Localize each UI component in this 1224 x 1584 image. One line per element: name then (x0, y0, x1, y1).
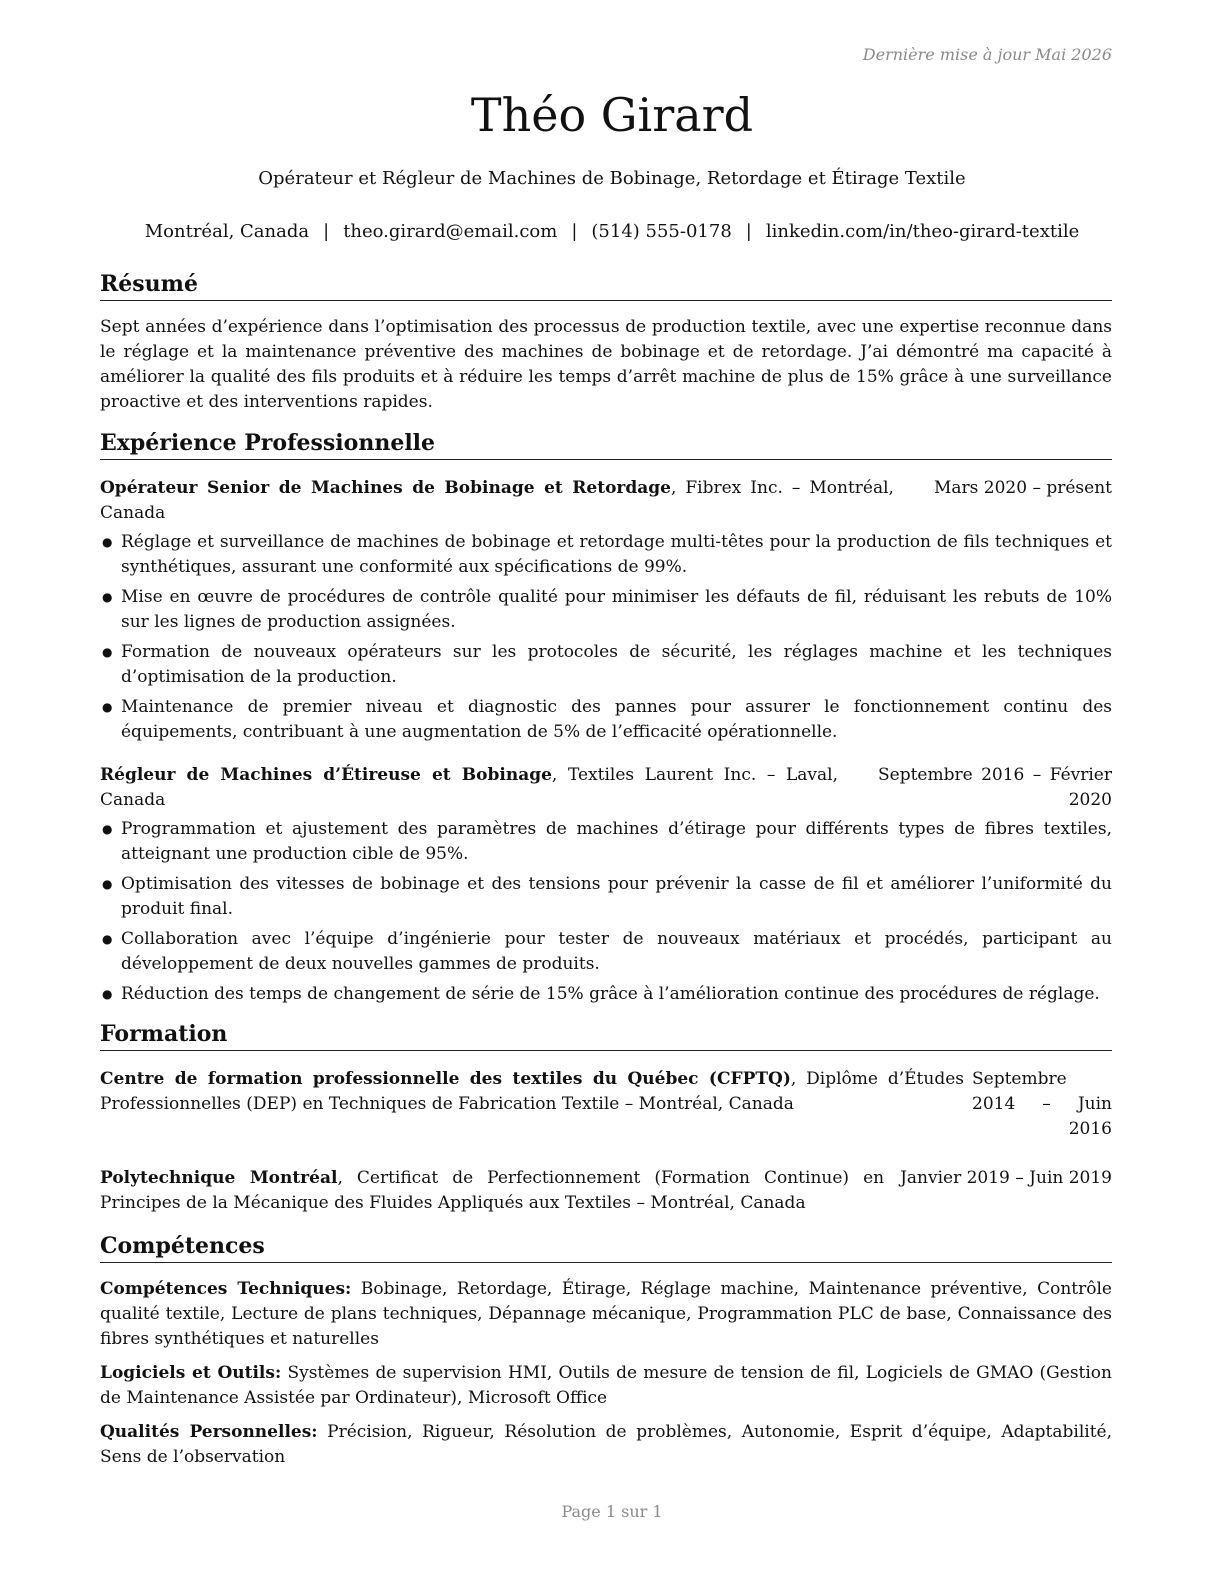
education-section (100, 1020, 1112, 1216)
list-item: ● Programmation et ajustement des paramètres de machines d’étirage pour différents types de fibres textiles, atteignant une production cible de 95%. (100, 817, 1112, 867)
education-dates: Septembre 2014 – Juin 2016 (972, 1069, 1112, 1139)
skill-text: Systèmes de supervision HMI, Outils de mesure de tension de fil, Logiciels de GMAO (Gestion de Maintenance Assistée par Ordinateur), Microsoft Office (100, 1363, 1112, 1408)
job-role: Opérateur Senior de Machines de Bobinage et Retordage (100, 478, 671, 498)
section-title: Résumé (100, 270, 1112, 301)
list-item: ● Formation de nouveaux opérateurs sur les protocoles de sécurité, les réglages machine et les techniques d’optimisation de la production. (100, 640, 1112, 690)
job-org: , Textiles Laurent Inc. – Laval, Canada (100, 765, 838, 810)
resume-content (100, 270, 1112, 1470)
skill-group (100, 1361, 1112, 1411)
education-detail: , Certificat de Perfectionnement (Formation Continue) en Principes de la Mécanique des Fluides Appliqués aux Textiles – Montréal, Canada (100, 1168, 885, 1213)
education-entry (100, 1067, 1112, 1142)
job-bullets (100, 530, 1112, 745)
contact-separator: | (745, 221, 752, 242)
job-entry (100, 763, 1112, 1007)
job-dates: Septembre 2016 – Février 2020 (878, 765, 1112, 810)
page-number: Page 1 sur 1 (561, 1502, 663, 1521)
skills-section (100, 1232, 1112, 1470)
experience-section (100, 429, 1112, 1007)
skill-group (100, 1420, 1112, 1470)
list-item: ● Optimisation des vitesses de bobinage et des tensions pour prévenir la casse de fil et améliorer l’uniformité du produit final. (100, 872, 1112, 922)
skill-text: Précision, Rigueur, Résolution de problèmes, Autonomie, Esprit d’équipe, Adaptabilité, Sens de l’observation (100, 1422, 1112, 1467)
list-item: ● Réduction des temps de changement de série de 15% grâce à l’amélioration continue des procédures de réglage. (100, 982, 1112, 1007)
school-name: Polytechnique Montréal (100, 1168, 338, 1188)
contact-email[interactable]: theo.girard@email.com (343, 221, 558, 242)
contact-linkedin[interactable]: linkedin.com/in/theo-girard-textile (765, 221, 1080, 242)
job-entry (100, 476, 1112, 745)
contact-separator: | (323, 221, 330, 242)
section-title: Expérience Professionnelle (100, 429, 1112, 460)
contact-separator: | (571, 221, 578, 242)
skill-label: Compétences Techniques: (100, 1279, 352, 1299)
job-bullets (100, 817, 1112, 1007)
skill-group (100, 1277, 1112, 1352)
school-name: Centre de formation professionnelle des textiles du Québec (CFPTQ) (100, 1069, 791, 1089)
contact-phone[interactable]: (514) 555-0178 (591, 221, 732, 242)
list-item: ● Collaboration avec l’équipe d’ingénierie pour tester de nouveaux matériaux et procédés, participant au développement de deux nouvelles gammes de produits. (100, 927, 1112, 977)
candidate-name: Théo Girard (470, 88, 754, 142)
contact-line (0, 221, 1224, 242)
list-item: ● Réglage et surveillance de machines de bobinage et retordage multi-têtes pour la production de fils techniques et synthétiques, assurant une conformité aux spécifications de 99%. (100, 530, 1112, 580)
education-detail: , Diplôme d’Études Professionnelles (DEP) en Techniques de Fabrication Textile – Montréal, Canada (100, 1069, 965, 1114)
education-entry (100, 1166, 1112, 1216)
section-title: Compétences (100, 1232, 1112, 1263)
skill-label: Logiciels et Outils: (100, 1363, 282, 1383)
summary-section (100, 270, 1112, 415)
list-item: ● Maintenance de premier niveau et diagnostic des pannes pour assurer le fonctionnement continu des équipements, contribuant à une augmentation de 5% de l’efficacité opérationnelle. (100, 695, 1112, 745)
list-item: ● Mise en œuvre de procédures de contrôle qualité pour minimiser les défauts de fil, réduisant les rebuts de 10% sur les lignes de production assignées. (100, 585, 1112, 635)
job-title: Opérateur et Régleur de Machines de Bobinage, Retordage et Étirage Textile (258, 168, 966, 189)
last-updated: Dernière mise à jour Mai 2026 (862, 45, 1112, 64)
summary-text: Sept années d’expérience dans l’optimisation des processus de production textile, avec une expertise reconnue dans le réglage et la maintenance préventive des machines de bobinage et de retordage. J’ai démontré ma capacité à améliorer la qualité des fils produits et à réduire les temps d’arrêt machine de plus de 15% grâce à une surveillance proactive et des interventions rapides. (100, 317, 1112, 412)
job-dates: Mars 2020 – présent (933, 478, 1112, 498)
job-role: Régleur de Machines d’Étireuse et Bobinage (100, 765, 552, 785)
skill-label: Qualités Personnelles: (100, 1422, 318, 1442)
education-dates: Janvier 2019 – Juin 2019 (900, 1168, 1112, 1188)
contact-location: Montréal, Canada (144, 221, 310, 242)
section-title: Formation (100, 1020, 1112, 1051)
skill-text: Bobinage, Retordage, Étirage, Réglage machine, Maintenance préventive, Contrôle qualité textile, Lecture de plans techniques, Dépannage mécanique, Programmation PLC de base, Connaissance des fibres synthétiques et naturelles (100, 1279, 1112, 1349)
job-org: , Fibrex Inc. – Montréal, Canada (100, 478, 894, 523)
